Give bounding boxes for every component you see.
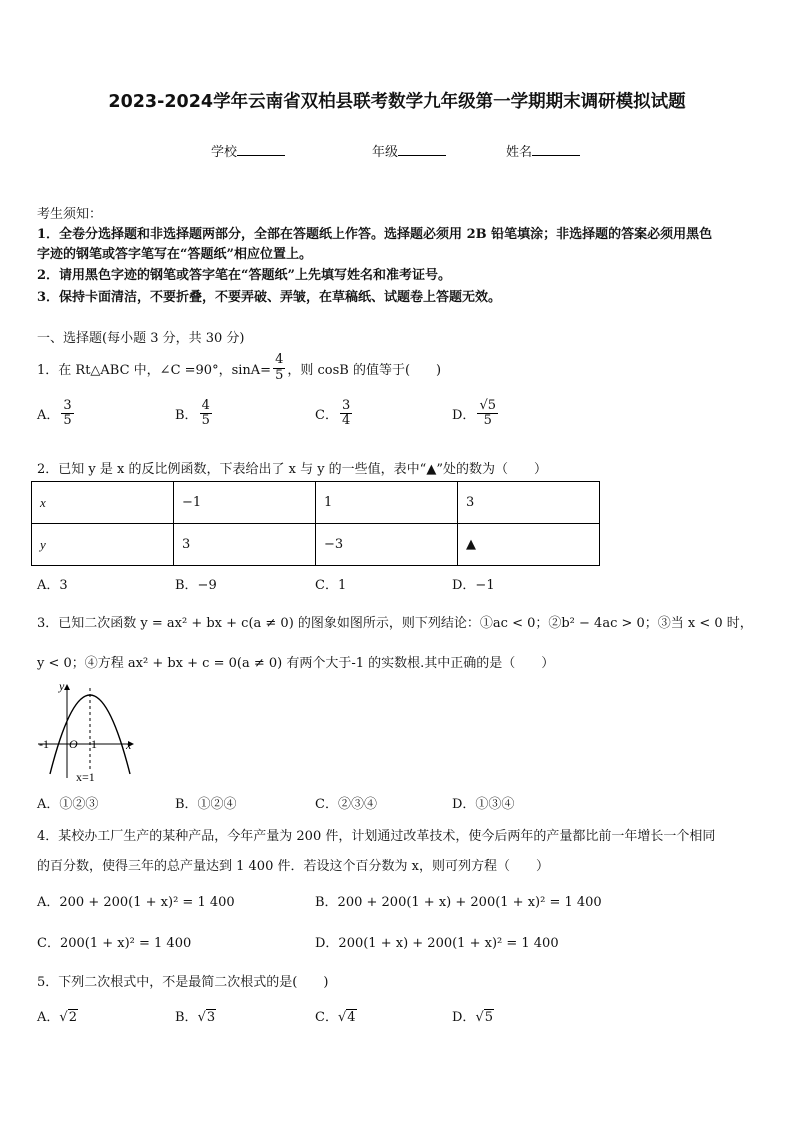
notice-heading: 考生须知： [37,207,103,222]
question-3-option-b[interactable]: B．①②④ [175,797,237,812]
table-cell: 3 [458,482,600,524]
question-3-option-a[interactable]: A．①②③ [37,797,99,812]
notice-item: 2．请用黑色字迹的钢笔或答字笔在“答题纸”上先填写姓名和准考证号。 [37,268,452,283]
fraction: $\frac{4}{5}$ [275,352,284,383]
question-5-option-c[interactable]: C．√4 [315,1010,356,1025]
question-5-option-b[interactable]: B．√3 [175,1010,216,1025]
question-1-option-c[interactable]: C． $\frac{3}{4}$ [315,398,351,429]
table-cell: 3 [174,524,316,566]
table-cell: −1 [174,482,316,524]
tick-label: 1 [91,737,97,751]
table-cell: x [32,482,174,524]
question-3-option-d[interactable]: D．①③④ [452,797,515,812]
question-5-stem: 5．下列二次根式中，不是最简二次根式的是( ) [37,975,329,990]
question-4-stem-line2: 的百分数，使得三年的总产量达到 1 400 件．若设这个百分数为 x，则可列方程（ ） [37,859,549,874]
question-3-option-c[interactable]: C．②③④ [315,797,377,812]
question-5-option-a[interactable]: A．√2 [37,1010,77,1025]
table-cell: 1 [316,482,458,524]
question-4-option-a[interactable]: A．200 + 200(1 + x)² = 1 400 [37,895,235,910]
question-4-option-d[interactable]: D．200(1 + x) + 200(1 + x)² = 1 400 [315,936,559,951]
question-2-option-d[interactable]: D．−1 [452,578,495,593]
axis-of-symmetry-label: x=1 [76,770,95,784]
notice-item: 1．全卷分选择题和非选择题两部分，全部在答题纸上作答。选择题必须用 2B 铅笔填涂；非选择题的答案必须用黑色 [37,227,713,242]
section-heading: 一、选择题(每小题 3 分，共 30 分) [37,331,245,346]
tick-label: -1 [39,737,49,751]
parabola-graph [36,678,144,786]
question-3-stem-line2: y < 0；④方程 ax² + bx + c = 0(a ≠ 0) 有两个大于-1 的实数根.其中正确的是（ ） [37,656,555,671]
question-1-option-a[interactable]: A． $\frac{3}{5}$ [37,398,72,429]
grade-field: 年级 [372,141,446,160]
question-2-stem: 2．已知 y 是 x 的反比例函数，下表给出了 x 与 y 的一些值，表中“▲”处的数为（ ） [37,462,547,477]
question-4-option-b[interactable]: B．200 + 200(1 + x) + 200(1 + x)² = 1 400 [315,895,602,910]
table-cell: y [32,524,174,566]
name-field: 姓名 [506,141,580,160]
value-table [31,481,600,566]
x-axis-label: x [126,738,132,752]
school-field: 学校 [211,141,285,160]
question-5-option-d[interactable]: D．√5 [452,1010,494,1025]
table-row [32,482,600,524]
y-axis-label: y [59,679,65,693]
question-2-option-b[interactable]: B．−9 [175,578,217,593]
question-1-stem: 1．在 Rt△ABC 中，∠C =90°，sinA= $\frac{4}{5}$ ，则 cosB 的值等于( ) [37,352,442,383]
question-1-option-d[interactable]: D． $\frac{√5}{5}$ [452,398,496,429]
origin-label: O [69,737,78,751]
question-1-option-b[interactable]: B． $\frac{4}{5}$ [175,398,210,429]
table-row [32,524,600,566]
question-2-option-c[interactable]: C．1 [315,578,347,593]
table-cell: ▲ [458,524,600,566]
table-cell: −3 [316,524,458,566]
question-3-stem-line1: 3．已知二次函数 y = ax² + bx + c(a ≠ 0) 的图象如图所示，则下列结论：①ac < 0；②b² − 4ac > 0；③当 x < 0 时， [37,616,753,631]
question-4-option-c[interactable]: C．200(1 + x)² = 1 400 [37,936,192,951]
question-2-option-a[interactable]: A．3 [37,578,68,593]
page-title: 2023-2024学年云南省双柏县联考数学九年级第一学期期末调研模拟试题 [108,92,686,112]
question-4-stem-line1: 4．某校办工厂生产的某种产品，今年产量为 200 件，计划通过改革技术，使今后两年的产量都比前一年增长一个相同 [37,829,716,844]
notice-item: 3．保持卡面清洁，不要折叠，不要弄破、弄皱，在草稿纸、试题卷上答题无效。 [37,290,502,305]
notice-item: 字迹的钢笔或答字笔写在“答题纸”相应位置上。 [37,247,312,262]
